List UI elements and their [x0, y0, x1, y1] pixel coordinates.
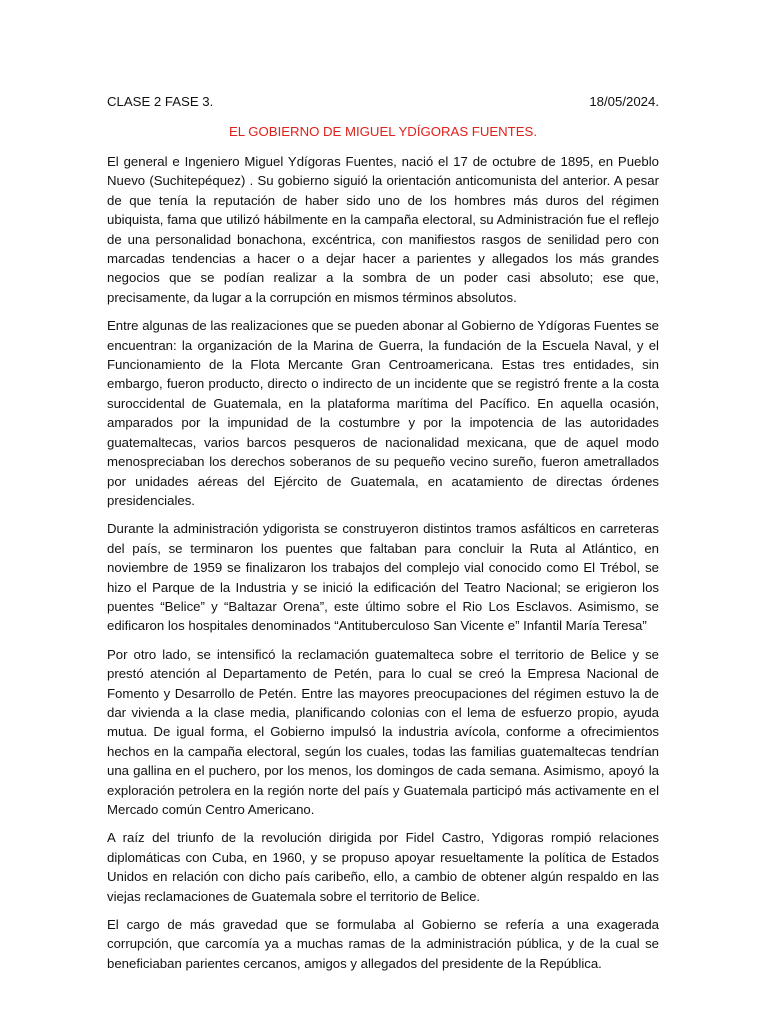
- document-title: EL GOBIERNO DE MIGUEL YDÍGORAS FUENTES.: [228, 124, 537, 139]
- paragraph-4: Por otro lado, se intensificó la reclamación guatemalteca sobre el territorio de Belice y se prestó atención al Departamento de Petén, para lo cual se creó la Empresa Nacional de Fomento y Desarrollo de Petén. Entre las mayores preocupaciones del régimen estuvo la de dar vivienda a la clase media, planificando colonias con el lema de esfuerzo propio, ayuda mutua. De igual forma, el Gobierno impulsó la industria avícola, conforme a ofrecimientos hechos en la campaña electoral, según los cuales, todas las familias guatemaltecas tendrían una gallina en el puchero, por los menos, los domingos de cada semana. Asimismo, apoyó la exploración petrolera en la región norte del país y Guatemala participó más activamente en el Mercado común Centro Americano.: [107, 646, 659, 817]
- document-date: 18/05/2024.: [589, 94, 659, 109]
- paragraph-6: El cargo de más gravedad que se formulaba al Gobierno se refería a una exagerada corrupción, que carcomía ya a muchas ramas de la administración pública, y de la cual se beneficiaban parientes cercanos, amigos y allegados del presidente de la República.: [107, 917, 659, 971]
- paragraph-2: Entre algunas de las realizaciones que se pueden abonar al Gobierno de Ydígoras Fuentes se encuentran: la organización de la Marina de Guerra, la fundación de la Escuela Naval, y el Funcionamiento de la Flota Mercante Gran Centroamericana. Estas tres entidades, sin embargo, fueron producto, directo o indirecto de un incidente que se registró frente a la costa suroccidental de Guatemala, en la plataforma marítima del Pacífico. En aquella ocasión, amparados por la impunidad de la costumbre y por la impotencia de las autoridades guatemaltecas, varios barcos pesqueros de nacionalidad mexicana, que de aquel modo menospreciaban los derechos soberanos de su pequeño vecino sureño, fueron ametrallados por unidades aéreas del Ejército de Guatemala, en acatamiento de directas órdenes presidenciales.: [107, 318, 659, 508]
- paragraph-3: Durante la administración ydigorista se construyeron distintos tramos asfálticos en carreteras del país, se terminaron los puentes que faltaban para concluir la Ruta al Atlántico, en noviembre de 1959 se finalizaron los trabajos del complejo vial conocido como El Trébol, se hizo el Parque de la Industria y se inició la edificación del Teatro Nacional; se erigieron los puentes “Belice” y “Baltazar Orena”, este último sobre el Rio Los Esclavos. Asimismo, se edificaron los hospitales denominados “Antituberculoso San Vicente e” Infantil María Teresa”: [107, 521, 659, 634]
- class-label: CLASE 2 FASE 3.: [107, 94, 214, 109]
- document-header: [107, 92, 659, 111]
- document-body: [107, 152, 659, 973]
- paragraph-5: A raíz del triunfo de la revolución dirigida por Fidel Castro, Ydigoras rompió relaciones diplomáticas con Cuba, en 1960, y se propuso apoyar resueltamente la política de Estados Unidos en relación con dicho país caribeño, ello, a cambio de obtener algún respaldo en las viejas reclamaciones de Guatemala sobre el territorio de Belice.: [107, 830, 659, 904]
- document-page: [107, 92, 659, 973]
- paragraph-1: El general e Ingeniero Miguel Ydígoras Fuentes, nació el 17 de octubre de 1895, en Pueblo Nuevo (Suchitepéquez) . Su gobierno siguió la orientación anticomunista del anterior. A pesar de que tenía la reputación de haber sido uno de los hombres más duros del régimen ubiquista, fama que utilizó hábilmente en la campaña electoral, su Administración fue el reflejo de una personalidad bonachona, excéntrica, con manifiestos rasgos de senilidad pero con marcadas tendencias a hacer o a dejar hacer a parientes y allegados los más grandes negocios que se podían realizar a la sombra de un poder casi absoluto; ese que, precisamente, da lugar a la corrupción en mismos términos absolutos.: [107, 154, 659, 305]
